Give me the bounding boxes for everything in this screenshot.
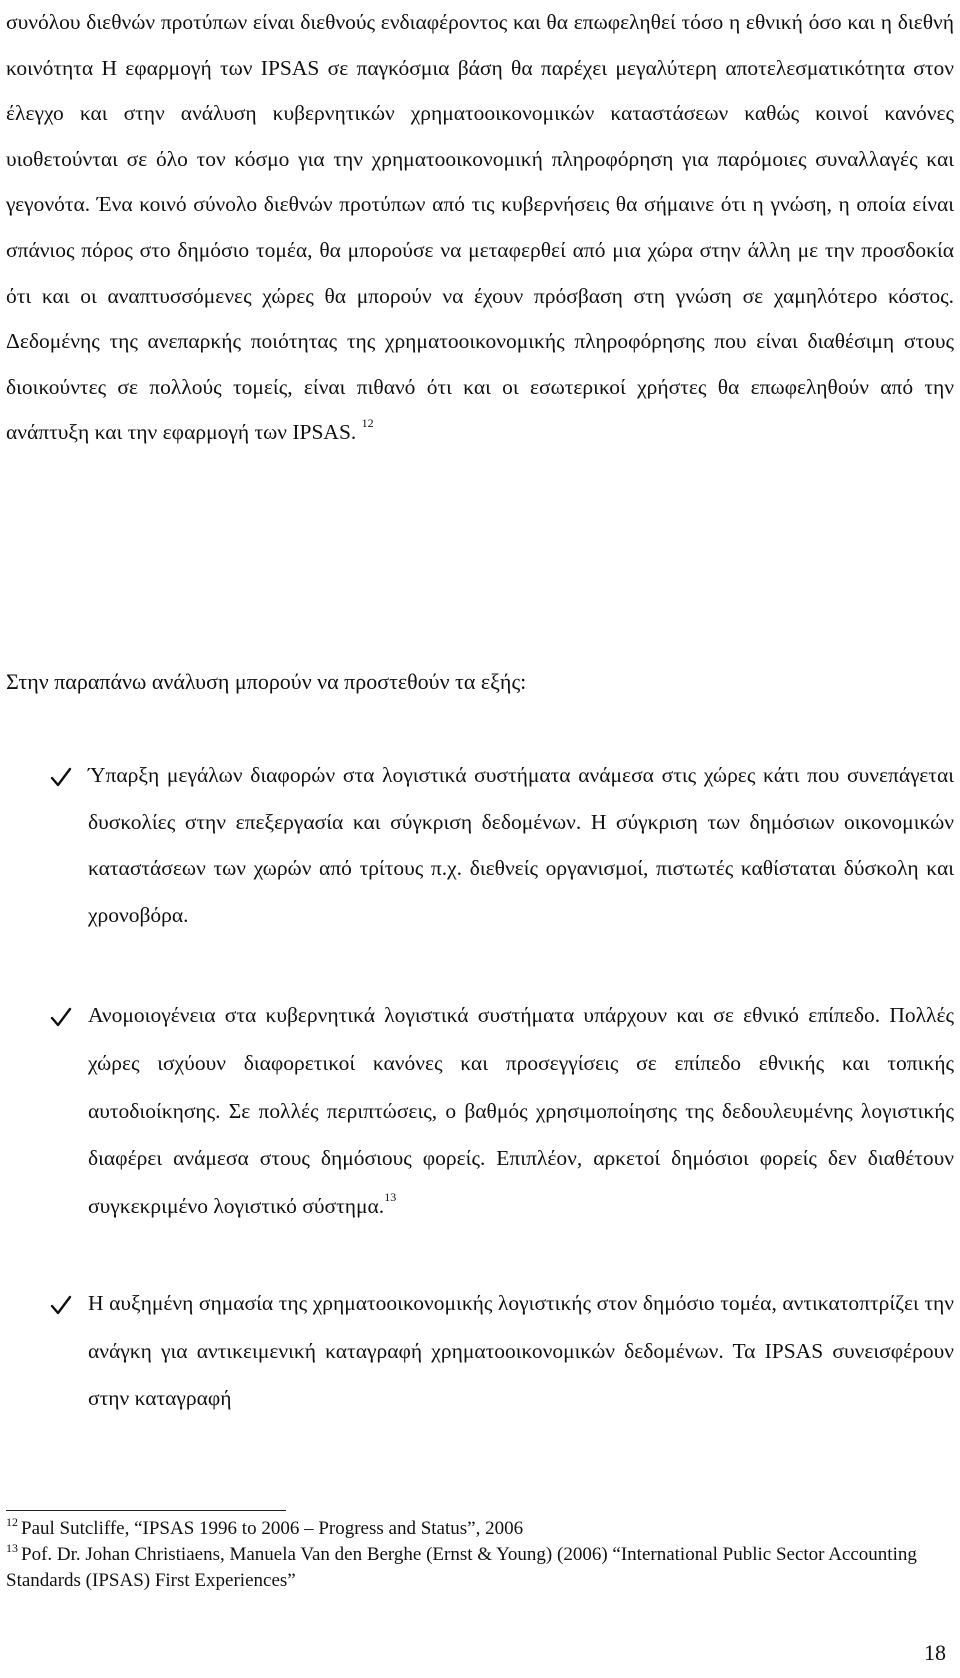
bullet-text — [88, 752, 954, 938]
body-paragraph-2 — [6, 659, 954, 705]
bullet-text-content: Ύπαρξη μεγάλων διαφορών στα λογιστικά συστήματα ανάμεσα στις χώρες κάτι που συνεπάγεται δυσκολίες στην επεξεργασία και σύγκριση δεδομένων. Η σύγκριση των δημόσιων οικονομικών καταστάσεων των χωρών από τρίτους π.χ. διεθνείς οργανισμοί, πιστωτές καθίσταται δύσκολη και χρονοβόρα. — [88, 763, 954, 927]
bullet-text — [88, 992, 954, 1231]
bullet-text — [88, 1280, 954, 1423]
footnote-text: Paul Sutcliffe, “IPSAS 1996 to 2006 – Progress and Status”, 2006 — [21, 1518, 524, 1539]
page-number: 18 — [924, 1640, 946, 1665]
footnote-reference-12: 12 — [361, 416, 374, 431]
paragraph-text: Στην παραπάνω ανάλυση μπορούν να προστεθούν τα εξής: — [6, 669, 527, 694]
bullet-text-content: Η αυξημένη σημασία της χρηματοοικονομικής λογιστικής στον δημόσιο τομέα, αντικατοπτρίζει την ανάγκη για αντικειμενική καταγραφή χρηματοοικονομικών δεδομένων. Τα IPSAS συνεισφέρουν στην καταγραφή — [88, 1291, 954, 1411]
footnote-separator — [6, 1510, 286, 1511]
footnote-number: 13 — [6, 1541, 18, 1555]
footnote-12 — [6, 1516, 954, 1542]
paragraph-text: συνόλου διεθνών προτύπων είναι διεθνούς ενδιαφέροντος και θα επωφεληθεί τόσο η εθνική όσο και η διεθνή κοινότητα Η εφαρμογή των IPSAS σε παγκόσμια βάση θα παρέχει μεγαλύτερη αποτελεσματικότητα στον έλεγχο και στην ανάλυση κυβερνητικών χρηματοοικονομικών καταστάσεων καθώς κοινοί κανόνες υιοθετούνται σε όλο τον κόσμο για την χρηματοοικονομική πληροφόρηση για παρόμοιες συναλλαγές και γεγονότα. Ένα κοινό σύνολο διεθνών προτύπων από τις κυβερνήσεις θα σήμαινε ότι η γνώση, η οποία είναι σπάνιος πόρος στο δημόσιο τομέα, θα μπορούσε να μεταφερθεί από μια χώρα στην άλλη με την προσδοκία ότι και οι αναπτυσσόμενες χώρες θα μπορούν να έχουν πρόσβαση στη γνώση σε χαμηλότερο κόστος. Δεδομένης της ανεπαρκής ποιότητας της χρηματοοικονομικής πληροφόρησης που είναι διαθέσιμη στους διοικούντες σε πολλούς τομείς, είναι πιθανό ότι και οι εσωτερικοί χρήστες θα επωφεληθούν από την ανάπτυξη και την εφαρμογή των IPSAS. — [6, 10, 954, 445]
footnote-number: 12 — [6, 1515, 18, 1529]
body-paragraph-1 — [6, 0, 954, 456]
bullet-text-content: Ανομοιογένεια στα κυβερνητικά λογιστικά συστήματα υπάρχουν και σε εθνικό επίπεδο. Πολλές χώρες ισχύουν διαφορετικοί κανόνες και προσεγγίσεις σε επίπεδο εθνικής και τοπικής αυτοδιοίκησης. Σε πολλές περιπτώσεις, ο βαθμός χρησιμοποίησης της δεδουλευμένης λογιστικής διαφέρει ανάμεσα στους δημόσιους φορείς. Επιπλέον, αρκετοί δημόσιοι φορείς δεν διαθέτουν συγκεκριμένο λογιστικό σύστημα. — [88, 1003, 954, 1219]
footnote-reference-13: 13 — [384, 1190, 397, 1205]
check-icon — [50, 766, 72, 788]
check-icon — [50, 1294, 72, 1316]
footnotes — [6, 1516, 954, 1594]
footnote-text: Pof. Dr. Johan Christiaens, Manuela Van den Berghe (Ernst & Young) (2006) “International Public Sector Accounting Standards (IPSAS) First Experiences” — [6, 1544, 917, 1591]
footnote-13 — [6, 1542, 954, 1594]
check-icon — [50, 1006, 72, 1028]
